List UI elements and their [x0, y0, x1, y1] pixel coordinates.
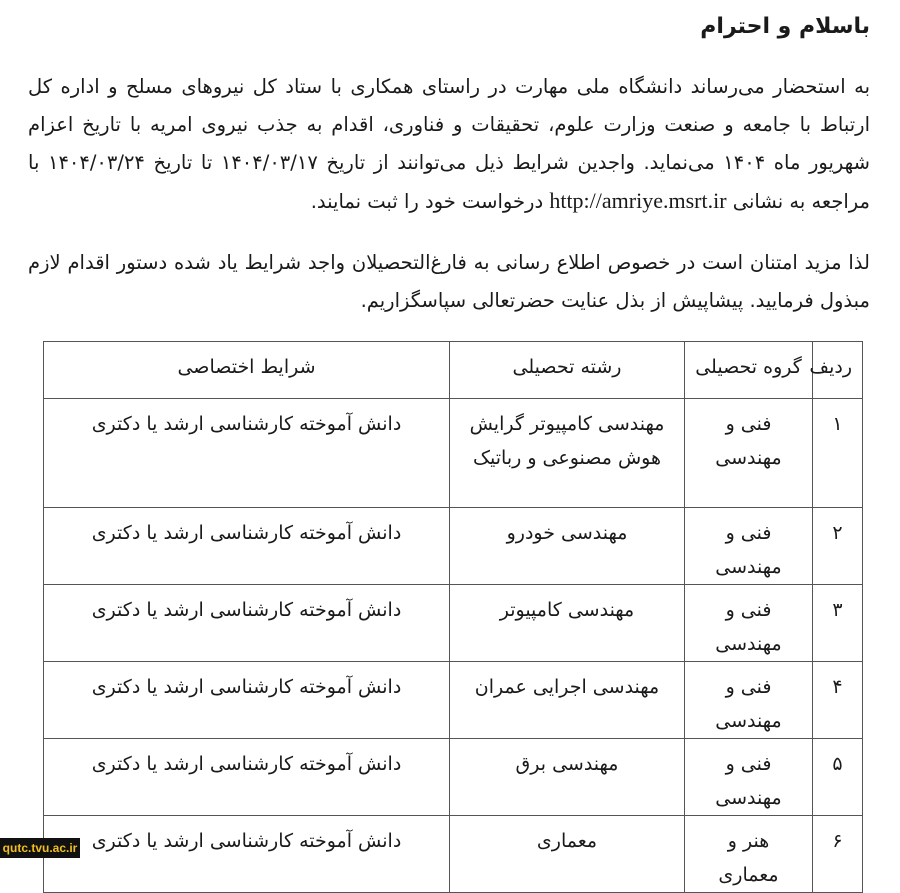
row-index: ۵ [813, 739, 863, 816]
row-group: فنی و مهندسی [685, 508, 813, 585]
eligibility-table [43, 341, 863, 893]
table-row [44, 508, 863, 585]
table-row [44, 399, 863, 508]
row-index: ۱ [813, 399, 863, 508]
request-paragraph: لذا مزید امتنان است در خصوص اطلاع رسانی به فارغ‌التحصیلان واجد شرایط یاد شده دستور اقدام لازم مبذول فرمایید. پیشاپیش از بذل عنایت حضرتعالی سپاسگزاریم. [28, 251, 870, 312]
row-group: فنی و مهندسی [685, 662, 813, 739]
row-conditions: دانش آموخته کارشناسی ارشد یا دکتری [44, 662, 450, 739]
site-watermark: qutc.tvu.ac.ir [0, 838, 80, 858]
row-conditions: دانش آموخته کارشناسی ارشد یا دکتری [44, 399, 450, 508]
row-field: مهندسی کامپیوتر گرایش هوش مصنوعی و رباتیک [450, 399, 685, 508]
table-row [44, 662, 863, 739]
row-field: مهندسی خودرو [450, 508, 685, 585]
header-index: ردیف [813, 342, 863, 399]
table-row [44, 816, 863, 893]
row-index: ۴ [813, 662, 863, 739]
table-header-row [44, 342, 863, 399]
row-index: ۲ [813, 508, 863, 585]
row-group: فنی و مهندسی [685, 585, 813, 662]
row-group: هنر و معماری [685, 816, 813, 893]
intro-text-end: درخواست خود را ثبت نمایند. [310, 190, 544, 213]
row-conditions: دانش آموخته کارشناسی ارشد یا دکتری [44, 508, 450, 585]
row-field: مهندسی اجرایی عمران [450, 662, 685, 739]
row-field: معماری [450, 816, 685, 893]
table-row [44, 739, 863, 816]
row-conditions: دانش آموخته کارشناسی ارشد یا دکتری [44, 739, 450, 816]
row-index: ۳ [813, 585, 863, 662]
registration-link[interactable]: http://amriye.msrt.ir [549, 188, 727, 213]
intro-text: به استحضار می‌رساند دانشگاه ملی مهارت در راستای همکاری با ستاد کل نیروهای مسلح و اداره کل ارتباط با جامعه و صنعت وزارت علوم، تحقیقات و فناوری، اقدام به جذب نیروی امریه با تاریخ اعزام شهریور ماه ۱۴۰۴ می‌نماید. واجدین شرایط ذیل می‌توانند از تاریخ ۱۴۰۴/۰۳/۱۷ تا تاریخ ۱۴۰۴/۰۳/۲۴ با مراجعه به نشانی [28, 75, 870, 213]
row-group: فنی و مهندسی [685, 399, 813, 508]
header-group: گروه تحصیلی [685, 342, 813, 399]
header-conditions: شرایط اختصاصی [44, 342, 450, 399]
intro-paragraph [28, 68, 870, 221]
row-conditions: دانش آموخته کارشناسی ارشد یا دکتری [44, 816, 450, 893]
greeting-heading: باسلام و احترام [700, 14, 870, 39]
header-field: رشته تحصیلی [450, 342, 685, 399]
row-index: ۶ [813, 816, 863, 893]
row-field: مهندسی برق [450, 739, 685, 816]
row-conditions: دانش آموخته کارشناسی ارشد یا دکتری [44, 585, 450, 662]
row-group: فنی و مهندسی [685, 739, 813, 816]
table-row [44, 585, 863, 662]
row-field: مهندسی کامپیوتر [450, 585, 685, 662]
